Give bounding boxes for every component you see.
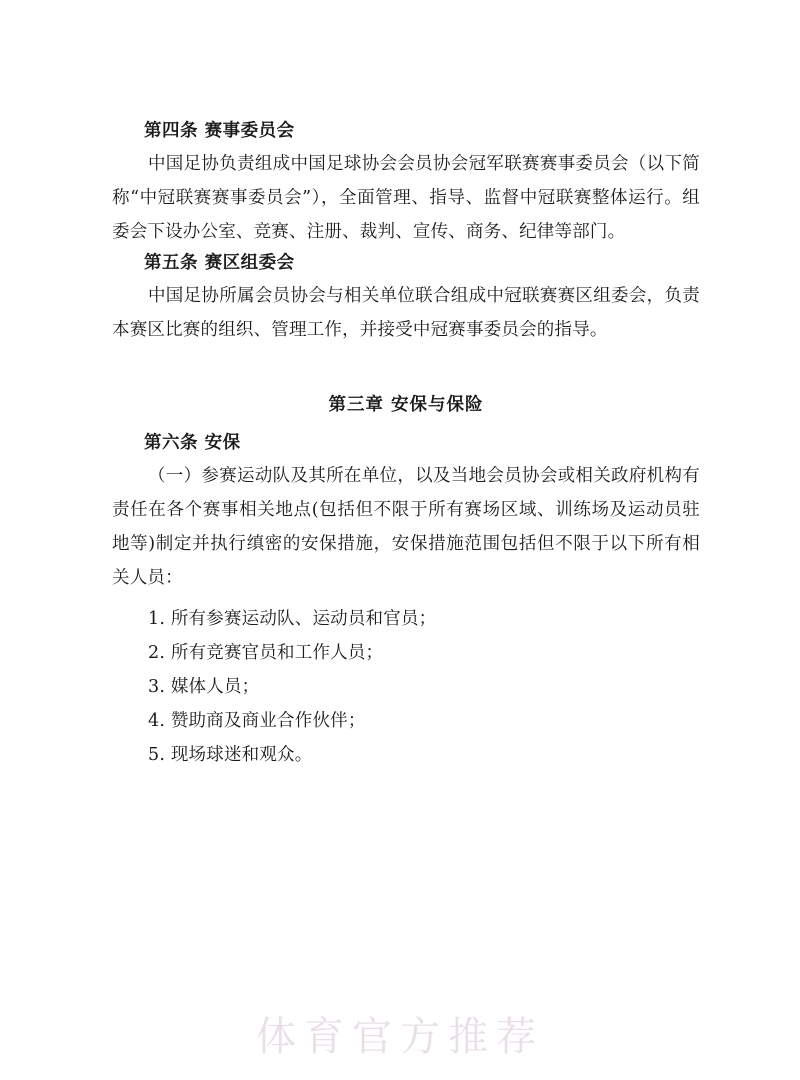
- list-item: 2. 所有竞赛官员和工作人员；: [148, 642, 384, 663]
- article-heading-5: 第五条 赛区组委会: [144, 252, 295, 273]
- list-item: 5. 现场球迷和观众。: [148, 745, 313, 765]
- chapter-heading-3: 第三章 安保与保险: [328, 394, 484, 415]
- article-5-body: 中国足协所属会员协会与相关单位联合组成中冠联赛赛区组委会，负责本赛区比赛的组织、管理工作，并接受中冠赛事委员会的指导。: [112, 285, 700, 340]
- list-item: 1. 所有参赛运动队、运动员和官员；: [148, 608, 437, 629]
- article-heading-6: 第六条 安保: [144, 432, 241, 453]
- article-4-body: 中国足协负责组成中国足球协会会员协会冠军联赛赛事委员会（以下简称“中冠联赛赛事委员会”），全面管理、指导、监督中冠联赛整体运行。组委会下设办公室、竞赛、注册、裁判、宣传、商务、纪律等部门。: [112, 154, 700, 243]
- list-item: 4. 赞助商及商业合作伙伴；: [148, 710, 366, 731]
- article-6-clause-1: （一）参赛运动队及其所在单位，以及当地会员协会或相关政府机构有责任在各个赛事相关地点(包括但不限于所有赛场区域、训练场及运动员驻地等)制定并执行缜密的安保措施，安保措施范围包括但不限于以下所有相关人员：: [112, 466, 700, 589]
- watermark: 体育官方推荐: [256, 1014, 544, 1060]
- article-heading-4: 第四条 赛事委员会: [144, 121, 295, 141]
- list-item: 3. 媒体人员；: [148, 676, 260, 697]
